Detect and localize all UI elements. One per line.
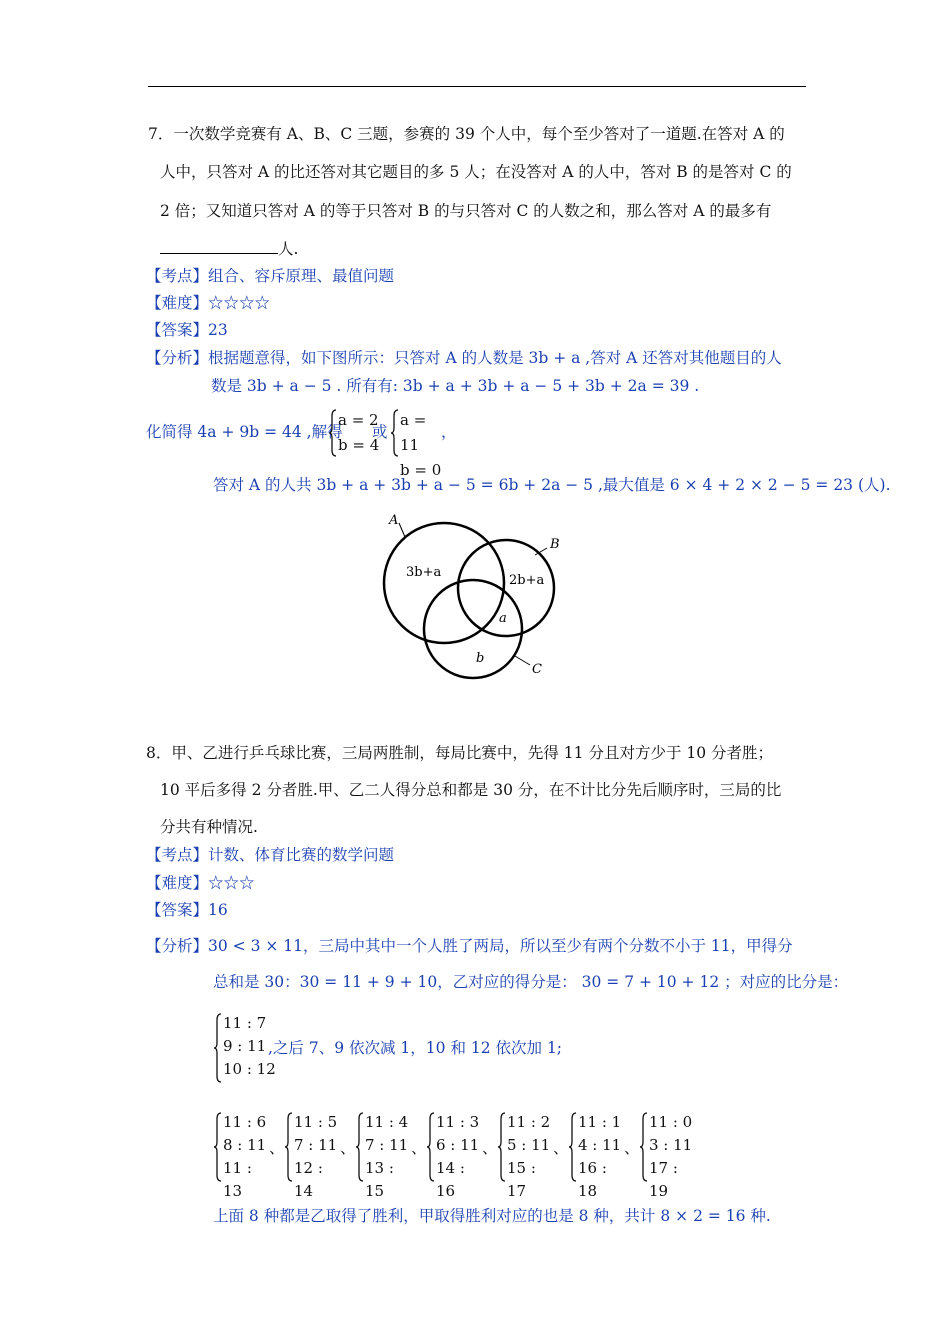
score-row: 3 : 11 — [649, 1136, 693, 1154]
score-row: 11 : 2 — [507, 1113, 551, 1131]
brace-icon — [426, 1111, 436, 1183]
score-row: 11 : 1 — [578, 1113, 622, 1131]
score-row: 14 : 16 — [436, 1159, 465, 1200]
score-group — [639, 1111, 699, 1200]
q7-solution-1: a = 2 b = 4 — [328, 408, 388, 458]
q8-daan: 【答案】16 — [146, 901, 228, 919]
score-row: 4 : 11 — [578, 1136, 622, 1154]
score-group — [355, 1111, 415, 1200]
q7-kaodian: 【考点】组合、容斥原理、最值问题 — [146, 267, 395, 285]
brace-icon — [390, 408, 400, 458]
score-row: 5 : 11 — [507, 1136, 551, 1154]
score-row: 6 : 11 — [436, 1136, 480, 1154]
q8-text-line2: 10 平后多得 2 分者胜.甲、乙二人得分总和都是 30 分，在不计比分先后顺序时，三局的比 — [160, 781, 782, 799]
venn-region-c: b — [476, 651, 485, 666]
q7-nandu: 【难度】☆☆☆☆ — [146, 294, 271, 312]
q7-text-line3: 2 倍；又知道只答对 A 的等于只答对 B 的与只答对 C 的人数之和，那么答对 A 的最多有 — [160, 202, 772, 220]
q7-text-line1: 7．一次数学竞赛有 A、B、C 三题，参赛的 39 个人中，每个至少答对了一道题.在答对 A 的 — [148, 125, 785, 143]
q8-fenxi-2: 总和是 30：30 = 11 + 9 + 10，乙对应的得分是： 30 = 7 + 10 + 12 ；对应的比分是： — [213, 973, 849, 991]
score-row: 16 : 18 — [578, 1159, 607, 1200]
q8-final: 上面 8 种都是乙取得了胜利，甲取得胜利对应的也是 8 种，共计 8 × 2 = 16 种. — [213, 1207, 771, 1225]
score-group — [497, 1111, 557, 1200]
score-row: 12 : 14 — [294, 1159, 323, 1200]
venn-region-b: 2b+a — [509, 573, 545, 588]
q7-text-line4: 人. — [160, 239, 298, 259]
group-separator: 、 — [411, 1139, 427, 1157]
q7-or: 或 — [372, 423, 388, 441]
score-row: 11 : 5 — [294, 1113, 338, 1131]
score-group — [426, 1111, 486, 1200]
venn-label-b: B — [550, 537, 560, 552]
brace-icon — [213, 1111, 223, 1183]
score-row: 15 : 17 — [507, 1159, 536, 1200]
venn-label-a: A — [389, 513, 399, 528]
venn-label-c: C — [532, 662, 542, 677]
q7-solution-2: a = 11 b = 0 — [390, 408, 450, 458]
score-row: 11 : 0 — [649, 1113, 693, 1131]
group-separator: 、 — [553, 1139, 569, 1157]
score-row: 11 : 4 — [365, 1113, 409, 1131]
brace-icon — [639, 1111, 649, 1183]
q8-text-line1: 8．甲、乙进行乒乓球比赛，三局两胜制，每局比赛中，先得 11 分且对方少于 10 分者胜； — [146, 744, 774, 762]
q8-score-groups — [213, 1111, 813, 1200]
header-rule — [148, 86, 806, 87]
brace-icon — [497, 1111, 507, 1183]
q8-kaodian: 【考点】计数、体育比赛的数学问题 — [146, 846, 395, 864]
score-row: 17 : 19 — [649, 1159, 678, 1200]
score-row: 7 : 11 — [365, 1136, 409, 1154]
score-group — [568, 1111, 628, 1200]
q7-simplify: 化简得 4a + 9b = 44 ,解得 — [146, 423, 343, 441]
group-separator: 、 — [340, 1139, 356, 1157]
brace-icon — [284, 1111, 294, 1183]
q7-fenxi-1: 【分析】根据题意得，如下图所示：只答对 A 的人数是 3b + a ,答对 A 还答对其他题目的人 — [146, 349, 782, 367]
venn-region-a: 3b+a — [406, 565, 442, 580]
brace-icon — [355, 1111, 365, 1183]
score-row: 8 : 11 — [223, 1136, 267, 1154]
q7-fenxi-2: 数是 3b + a − 5 . 所有有: 3b + a + 3b + a − 5 + 3b + 2a = 39 . — [211, 377, 700, 395]
q7-comma: ， — [441, 423, 457, 441]
q7-text-line2: 人中，只答对 A 的比还答对其它题目的多 5 人；在没答对 A 的人中，答对 B 的是答对 C 的 — [160, 163, 792, 181]
q8-base-system: 11 : 7 9 : 11 10 : 12 — [213, 1012, 283, 1084]
venn-circle-c — [424, 580, 522, 678]
venn-diagram — [375, 510, 565, 685]
score-row: 13 : 15 — [365, 1159, 394, 1200]
group-separator: 、 — [269, 1139, 285, 1157]
answer-blank[interactable] — [160, 239, 278, 254]
q8-base-note: ,之后 7、9 依次减 1，10 和 12 依次加 1; — [268, 1039, 563, 1057]
q7-daan: 【答案】23 — [146, 321, 228, 339]
score-group — [213, 1111, 273, 1200]
brace-icon — [213, 1012, 223, 1084]
score-row: 11 : 13 — [223, 1159, 252, 1200]
venn-region-bc: a — [499, 611, 507, 626]
group-separator: 、 — [482, 1139, 498, 1157]
score-row: 11 : 3 — [436, 1113, 480, 1131]
q8-fenxi-1: 【分析】30 < 3 × 11，三局中其中一个人胜了两局，所以至少有两个分数不小于 11，甲得分 — [146, 937, 793, 955]
q7-answer-line: 答对 A 的人共 3b + a + 3b + a − 5 = 6b + 2a − 5 ,最大值是 6 × 4 + 2 × 2 − 5 = 23 (人). — [213, 476, 891, 494]
brace-icon — [568, 1111, 578, 1183]
q8-nandu: 【难度】☆☆☆ — [146, 874, 255, 892]
score-row: 11 : 6 — [223, 1113, 267, 1131]
q8-text-line3: 分共有种情况. — [160, 818, 258, 836]
score-row: 7 : 11 — [294, 1136, 338, 1154]
score-group — [284, 1111, 344, 1200]
group-separator: 、 — [624, 1139, 640, 1157]
brace-icon — [328, 408, 338, 458]
